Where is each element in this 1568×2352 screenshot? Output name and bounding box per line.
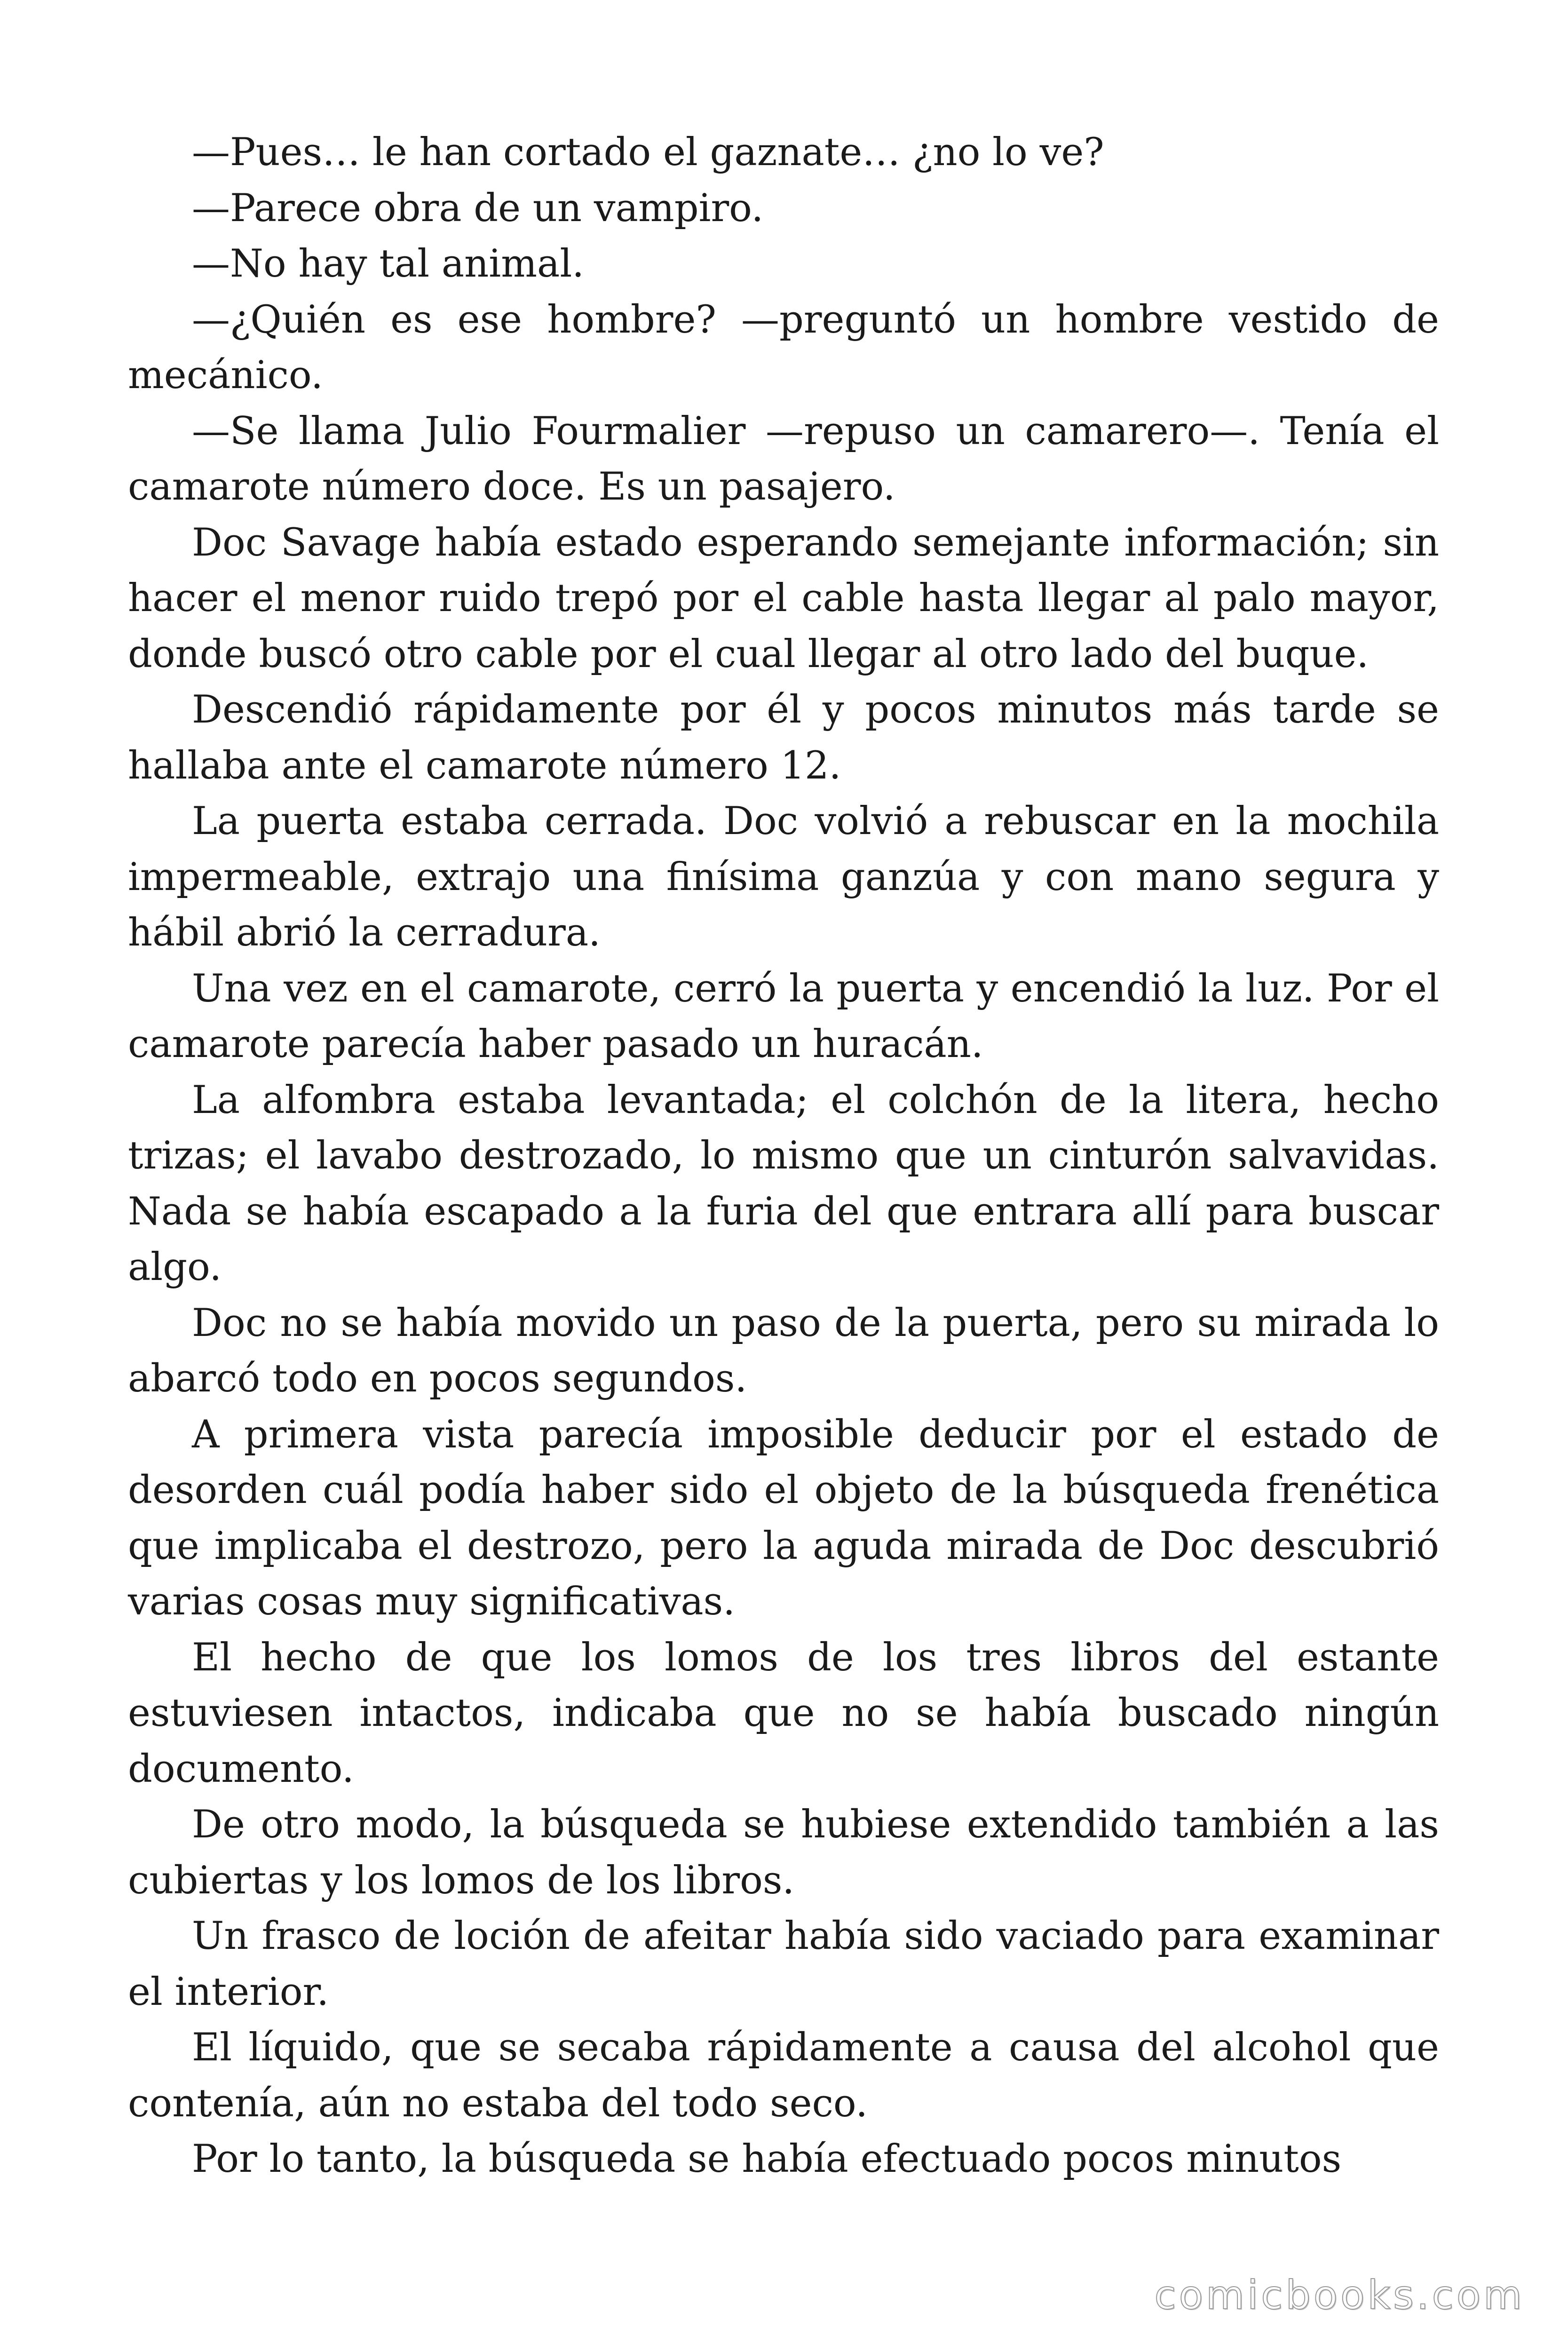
paragraph: —No hay tal animal.: [192, 242, 584, 286]
paragraph: De otro modo, la búsqueda se hubiese extendido también a las cubiertas y los lomos de los libros.: [128, 1803, 1439, 1903]
paragraph: El hecho de que los lomos de los tres libros del estante estuviesen intactos, indicaba que no se había buscado ningún documento.: [128, 1635, 1439, 1791]
paragraph: A primera vista parecía imposible deducir por el estado de desorden cuál podía haber sido el objeto de la búsqueda frenética que implicaba el destrozo, pero la aguda mirada de Doc descubrió varias cosas muy significativas.: [128, 1412, 1439, 1624]
paragraph: Un frasco de loción de afeitar había sido vaciado para examinar el interior.: [128, 1914, 1439, 2014]
paragraph: El líquido, que se secaba rápidamente a causa del alcohol que contenía, aún no estaba del todo seco.: [128, 2026, 1439, 2126]
watermark-logo: comicbooks.com: [1154, 2272, 1525, 2318]
paragraph: —Parece obra de un vampiro.: [192, 186, 764, 230]
paragraph: Doc Savage había estado esperando semejante información; sin hacer el menor ruido trepó por el cable hasta llegar al palo mayor, donde buscó otro cable por el cual llegar al otro lado del buque.: [128, 520, 1439, 676]
paragraph: —Se llama Julio Fourmalier —repuso un camarero—. Tenía el camarote número doce. Es un pasajero.: [128, 409, 1439, 509]
paragraph: Doc no se había movido un paso de la puerta, pero su mirada lo abarcó todo en pocos segundos.: [128, 1301, 1439, 1401]
paragraph: Una vez en el camarote, cerró la puerta y encendió la luz. Por el camarote parecía haber pasado un huracán.: [128, 966, 1439, 1066]
page-text-body: [128, 125, 1439, 2187]
paragraph: —¿Quién es ese hombre? —preguntó un hombre vestido de mecánico.: [128, 297, 1439, 397]
paragraph: La alfombra estaba levantada; el colchón de la litera, hecho trizas; el lavabo destrozado, lo mismo que un cinturón salvavidas. Nada se había escapado a la furia del que entrara allí para buscar algo.: [128, 1078, 1439, 1289]
paragraph: —Pues… le han cortado el gaznate… ¿no lo ve?: [192, 130, 1104, 175]
paragraph: Por lo tanto, la búsqueda se había efectuado pocos minutos: [192, 2137, 1342, 2181]
paragraph: La puerta estaba cerrada. Doc volvió a rebuscar en la mochila impermeable, extrajo una finísima ganzúa y con mano segura y hábil abrió la cerradura.: [128, 799, 1439, 955]
paragraph: Descendió rápidamente por él y pocos minutos más tarde se hallaba ante el camarote número 12.: [128, 688, 1439, 788]
